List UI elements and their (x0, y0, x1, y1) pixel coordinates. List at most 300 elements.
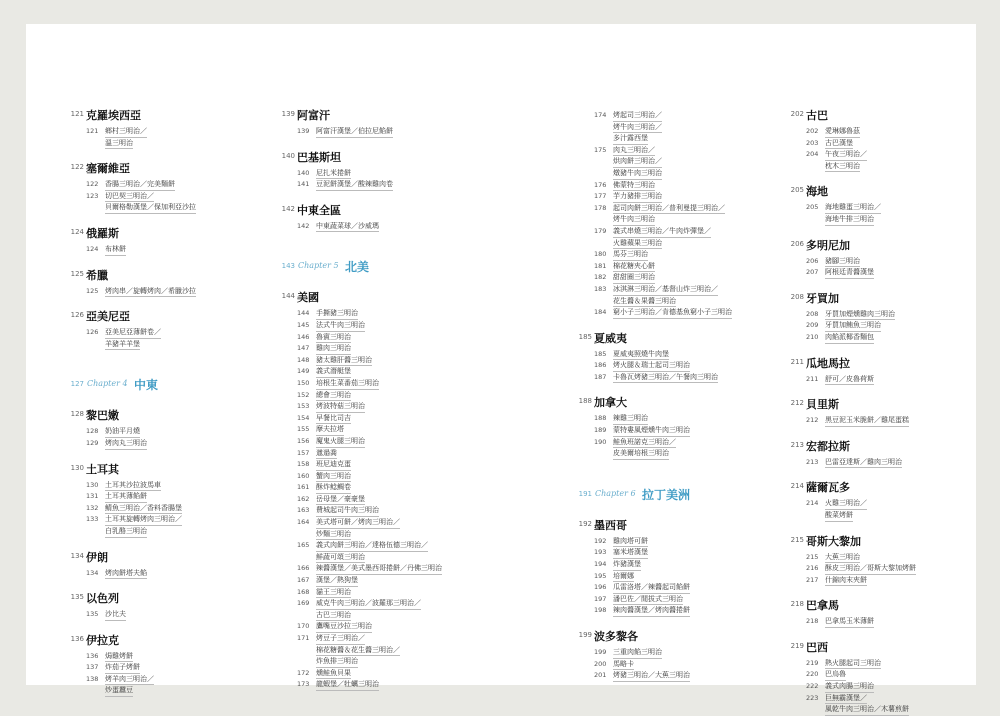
recipe-list (578, 647, 788, 682)
chapter-title-row (281, 258, 486, 274)
country-name: 加拿大 (594, 396, 627, 410)
recipe-item (790, 552, 1000, 564)
recipe-page-number: 205 (806, 203, 819, 212)
recipe-page-number: 133 (86, 515, 99, 524)
recipe-item (281, 366, 486, 378)
toc-entry (790, 597, 1000, 639)
recipe-list (790, 457, 1000, 469)
spacer (70, 538, 270, 549)
recipe-item (70, 480, 270, 492)
country-name: 薩爾瓦多 (806, 481, 850, 495)
country-page-number: 218 (790, 600, 804, 609)
recipe-item (790, 415, 1000, 427)
recipe-name: 枕木三明治 (825, 161, 860, 173)
toc-entry (790, 290, 1000, 355)
recipe-name: 阿富汗漢堡／伯拉尼餡餅 (316, 126, 393, 138)
spacer (281, 138, 486, 149)
recipe-page-number: 186 (594, 361, 607, 370)
recipe-name: 蟹肉三明治 (316, 471, 351, 483)
country-heading (790, 479, 1000, 495)
recipe-list (578, 413, 788, 459)
country-name: 塞爾維亞 (86, 162, 130, 176)
spacer (281, 191, 486, 202)
recipe-item (70, 662, 270, 674)
recipe-item (281, 575, 486, 587)
recipe-page-number: 219 (806, 658, 819, 667)
spacer (281, 274, 486, 289)
recipe-name: 烤肉串／旋轉烤肉／希臘沙拉 (105, 286, 196, 298)
recipe-page-number: 214 (806, 499, 819, 508)
recipe-name: 酥炸鯰鯛卷 (316, 482, 351, 494)
recipe-name: 酸菜烤餅 (825, 510, 853, 522)
toc-entry (578, 628, 788, 682)
recipe-name: 總會三明治 (316, 390, 351, 402)
recipe-name: 岳母堡／豪豪堡 (316, 494, 365, 506)
recipe-item (578, 594, 788, 606)
country-name: 多明尼加 (806, 238, 850, 252)
recipe-name: 馬略卡 (613, 659, 634, 671)
recipe-name: 烤肉餅塔夫餡 (105, 568, 147, 580)
recipe-item (70, 339, 270, 351)
recipe-page-number: 215 (806, 552, 819, 561)
recipe-name: 佛蒙特三明治 (613, 180, 655, 192)
recipe-name: 烤肉丸三明治 (105, 438, 147, 450)
country-name: 哥斯大黎加 (806, 534, 861, 548)
recipe-item (70, 438, 270, 450)
recipe-name: 火雞蘋果三明治 (613, 238, 662, 250)
recipe-page-number: 197 (594, 594, 607, 603)
country-heading (790, 290, 1000, 306)
spacer (70, 350, 270, 361)
recipe-item (790, 214, 1000, 226)
recipe-item (790, 457, 1000, 469)
spacer (790, 385, 1000, 396)
recipe-item (281, 552, 486, 564)
recipe-item (281, 656, 486, 668)
recipe-name: 熱火腿起司三明治 (825, 658, 881, 670)
recipe-name: 酥皮三明治／哥斯大黎加烤餅 (825, 563, 916, 575)
recipe-item (70, 685, 270, 697)
recipe-page-number: 222 (806, 682, 819, 691)
spacer (70, 621, 270, 632)
recipe-list (790, 202, 1000, 225)
recipe-name: 巴拿馬玉米薄餅 (825, 616, 874, 628)
country-page-number: 188 (578, 397, 592, 406)
recipe-page-number: 128 (86, 427, 99, 436)
recipe-name: 窮小子三明治／肯德基魚窮小子三明治 (613, 307, 732, 319)
recipe-name: 烤牛肉三明治／ (613, 122, 662, 134)
country-name: 美國 (297, 291, 319, 305)
recipe-item (281, 332, 486, 344)
country-page-number: 215 (790, 535, 804, 544)
chapter-page-number: 191 (578, 489, 592, 498)
spacer (70, 392, 270, 407)
recipe-page-number: 144 (297, 309, 310, 318)
recipe-item (790, 704, 1000, 716)
spacer (578, 617, 788, 628)
recipe-item (70, 286, 270, 298)
recipe-name: 切巴契三明治／ (105, 191, 154, 203)
recipe-name: 炒蛋蠶豆 (105, 685, 133, 697)
recipe-name: 魯賓三明治 (316, 332, 351, 344)
recipe-item (578, 425, 788, 437)
recipe-name: 手撕豬三明治 (316, 308, 358, 320)
recipe-name: 多汁露西堡 (613, 133, 648, 145)
recipe-name: 三重肉餡三明治 (613, 647, 662, 659)
recipe-item (281, 505, 486, 517)
country-heading (790, 237, 1000, 253)
country-name: 希臘 (86, 268, 108, 282)
country-name: 巴西 (806, 640, 828, 654)
recipe-name: 尼扎米捲餅 (316, 168, 351, 180)
recipe-name: 甜甜圈三明治 (613, 272, 655, 284)
recipe-item (578, 547, 788, 559)
recipe-name: 海地牛排三明治 (825, 214, 874, 226)
recipe-item (70, 609, 270, 621)
recipe-page-number: 163 (297, 506, 310, 515)
chapter-title-row (578, 486, 788, 502)
toc-entry (70, 160, 270, 225)
recipe-item (281, 126, 486, 138)
recipe-item (578, 272, 788, 284)
recipe-page-number: 187 (594, 372, 607, 381)
recipe-item (281, 179, 486, 191)
chapter-page-number: 143 (281, 262, 295, 271)
country-page-number: 139 (281, 110, 295, 118)
recipe-name: 雞肉三明治 (316, 343, 351, 355)
chapter-heading (578, 471, 788, 517)
toc-entry (281, 289, 486, 691)
recipe-page-number: 189 (594, 426, 607, 435)
toc-entry (70, 549, 270, 591)
recipe-item (281, 320, 486, 332)
country-name: 亞美尼亞 (86, 310, 130, 324)
recipe-page-number: 131 (86, 492, 99, 501)
toc-column-1 (70, 107, 270, 697)
recipe-name: 鯖魚三明治／香料香腸堡 (105, 503, 182, 515)
recipe-item (281, 633, 486, 645)
recipe-list (70, 179, 270, 214)
recipe-item (70, 426, 270, 438)
toc-entry (790, 438, 1000, 480)
recipe-item (578, 284, 788, 296)
recipe-page-number: 177 (594, 192, 607, 201)
recipe-page-number: 154 (297, 413, 310, 422)
recipe-list (790, 552, 1000, 587)
recipe-name: 摩夫拉塔 (316, 424, 344, 436)
recipe-name: 漢堡／熱狗堡 (316, 575, 358, 587)
recipe-page-number: 201 (594, 671, 607, 680)
recipe-item (790, 693, 1000, 705)
chapter-heading (281, 243, 486, 289)
country-name: 伊朗 (86, 550, 108, 564)
toc-entry (70, 308, 270, 361)
recipe-item (70, 244, 270, 256)
recipe-page-number: 147 (297, 344, 310, 353)
toc-entry (70, 590, 270, 632)
recipe-page-number: 124 (86, 244, 99, 253)
recipe-list (70, 244, 270, 256)
recipe-page-number: 169 (297, 599, 310, 608)
recipe-page-number: 210 (806, 332, 819, 341)
country-heading (281, 202, 486, 218)
recipe-name: 阿根廷青醬漢堡 (825, 267, 874, 279)
recipe-name: 美式塔可餅／烤肉三明治／ (316, 517, 400, 529)
toc-entry (70, 267, 270, 309)
country-name: 宏都拉斯 (806, 439, 850, 453)
recipe-item (578, 214, 788, 226)
country-heading (70, 632, 270, 648)
toc-entry (578, 394, 788, 470)
country-name: 巴基斯坦 (297, 150, 341, 164)
toc-column-3 (578, 107, 788, 682)
recipe-page-number: 200 (594, 659, 607, 668)
recipe-item (578, 670, 788, 682)
country-heading (790, 396, 1000, 412)
toc-entry (790, 396, 1000, 438)
recipe-name: 肉丸三明治／ (613, 145, 655, 157)
country-name: 瓜地馬拉 (806, 356, 850, 370)
recipe-page-number: 132 (86, 503, 99, 512)
country-heading (70, 549, 270, 565)
spacer (790, 172, 1000, 183)
recipe-page-number: 193 (594, 548, 607, 557)
toc-entry (70, 461, 270, 549)
recipe-name: 烤火腿＆瑞士起司三明治 (613, 360, 690, 372)
spacer (70, 361, 270, 376)
recipe-page-number: 182 (594, 273, 607, 282)
recipe-name: 豬腳三明治 (825, 256, 860, 268)
country-page-number: 192 (578, 519, 592, 528)
recipe-page-number: 179 (594, 226, 607, 235)
recipe-name: 燻鮭魚貝果 (316, 668, 351, 680)
spacer (70, 149, 270, 160)
country-name: 阿富汗 (297, 109, 330, 122)
recipe-item (578, 203, 788, 215)
toc-entry (790, 355, 1000, 397)
recipe-item (790, 332, 1000, 344)
spacer (281, 243, 486, 258)
recipe-item (578, 571, 788, 583)
recipe-name: 棉花糖醬＆花生醬三明治／ (316, 645, 400, 657)
recipe-name: 沙比夫 (105, 609, 126, 621)
spacer (790, 468, 1000, 479)
recipe-page-number: 171 (297, 634, 310, 642)
recipe-item (70, 179, 270, 191)
recipe-name: 羊豬羊羊堡 (105, 339, 140, 351)
recipe-name: 魔鬼火腿三明治 (316, 436, 365, 448)
toc-entry (70, 632, 270, 697)
recipe-item (281, 471, 486, 483)
recipe-item (281, 378, 486, 390)
recipe-item (281, 424, 486, 436)
chapter-name: 北美 (345, 260, 370, 275)
recipe-page-number: 198 (594, 606, 607, 615)
recipe-page-number: 121 (86, 127, 99, 135)
recipe-item (281, 482, 486, 494)
spacer (70, 450, 270, 461)
country-heading (578, 628, 788, 644)
recipe-page-number: 145 (297, 320, 310, 329)
recipe-page-number: 190 (594, 437, 607, 446)
country-heading (70, 107, 270, 123)
country-page-number: 128 (70, 410, 84, 419)
recipe-page-number: 212 (806, 416, 819, 425)
recipe-name: 古巴三明治 (316, 610, 351, 622)
recipe-item (790, 320, 1000, 332)
recipe-item (578, 536, 788, 548)
recipe-item (790, 510, 1000, 522)
recipe-item (281, 413, 486, 425)
country-heading (70, 160, 270, 176)
country-page-number: 205 (790, 186, 804, 195)
recipe-name: 烤羊肉三明治／ (105, 674, 154, 686)
recipe-name: 辣雞三明治 (613, 413, 648, 425)
country-heading (578, 517, 788, 533)
recipe-item (578, 647, 788, 659)
recipe-name: 貓王三明治 (316, 587, 351, 599)
country-page-number: 213 (790, 440, 804, 449)
recipe-item (70, 327, 270, 339)
country-page-number: 136 (70, 634, 84, 643)
toc-entry (790, 237, 1000, 290)
recipe-name: 芋力豬排三明治 (613, 191, 662, 203)
page (26, 24, 976, 714)
recipe-list (578, 110, 788, 319)
country-heading (70, 267, 270, 283)
recipe-page-number: 220 (806, 670, 819, 679)
recipe-page-number: 162 (297, 494, 310, 503)
country-page-number: 124 (70, 227, 84, 236)
recipe-name: 舒可／皮魯荷斯 (825, 374, 874, 386)
recipe-page-number: 148 (297, 355, 310, 364)
toc-entry (790, 107, 1000, 183)
recipe-page-number: 203 (806, 138, 819, 147)
recipe-page-number: 152 (297, 390, 310, 399)
recipe-item (578, 307, 788, 319)
recipe-list (790, 498, 1000, 521)
recipe-item (281, 587, 486, 599)
recipe-page-number: 149 (297, 367, 310, 376)
recipe-page-number: 181 (594, 261, 607, 270)
recipe-list (790, 309, 1000, 344)
country-page-number: 125 (70, 269, 84, 278)
recipe-page-number: 146 (297, 332, 310, 341)
recipe-name: 土耳其沙拉波馬車 (105, 480, 161, 492)
recipe-name: 炒麵三明治 (316, 529, 351, 541)
country-heading (790, 639, 1000, 655)
recipe-name: 法式牛肉三明治 (316, 320, 365, 332)
recipe-item (578, 261, 788, 273)
toc-entry (790, 479, 1000, 532)
country-page-number: 135 (70, 593, 84, 602)
country-heading (70, 461, 270, 477)
spacer (790, 427, 1000, 438)
recipe-page-number: 206 (806, 256, 819, 265)
country-heading (578, 330, 788, 346)
recipe-item (790, 681, 1000, 693)
recipe-page-number: 165 (297, 541, 310, 550)
recipe-name: 火雞三明治／ (825, 498, 867, 510)
country-name: 墨西哥 (594, 518, 627, 532)
country-name: 土耳其 (86, 462, 119, 476)
recipe-item (281, 494, 486, 506)
recipe-item (578, 372, 788, 384)
recipe-item (578, 238, 788, 250)
recipe-page-number: 199 (594, 648, 607, 656)
recipe-list (281, 168, 486, 191)
recipe-name: 義式串燒三明治／牛肉炸彈堡／ (613, 226, 711, 238)
recipe-name: 烤牛肉三明治 (613, 214, 655, 226)
recipe-list (790, 374, 1000, 386)
recipe-item (578, 133, 788, 145)
recipe-name: 邋遢喬 (316, 448, 337, 460)
recipe-item (790, 575, 1000, 587)
recipe-list (281, 126, 486, 138)
recipe-page-number: 196 (594, 583, 607, 592)
recipe-page-number: 218 (806, 617, 819, 626)
country-name: 貝里斯 (806, 398, 839, 412)
recipe-item (281, 390, 486, 402)
recipe-name: 風乾牛肉三明治／木薯煎餅 (825, 704, 909, 716)
chapter-page-number: 127 (70, 380, 84, 389)
recipe-page-number: 129 (86, 438, 99, 447)
recipe-name: 肉餡派椰香麵包 (825, 332, 874, 344)
country-heading (281, 289, 486, 305)
recipe-name: 大蕉三明治 (825, 552, 860, 564)
country-name: 以色列 (86, 592, 119, 606)
spacer (790, 586, 1000, 597)
country-name: 海地 (806, 185, 828, 199)
recipe-page-number: 157 (297, 448, 310, 457)
country-heading (70, 590, 270, 606)
recipe-page-number: 136 (86, 651, 99, 660)
country-page-number: 206 (790, 239, 804, 248)
recipe-item (70, 126, 270, 138)
recipe-item (790, 138, 1000, 150)
spacer (790, 279, 1000, 290)
recipe-name: 烘肉餅三明治／ (613, 156, 662, 168)
recipe-name: 中東蔬菜球／沙威瑪 (316, 221, 379, 233)
spacer (790, 344, 1000, 355)
recipe-page-number: 153 (297, 402, 310, 411)
recipe-name: 義式肉餅三明治／達格伍德三明治／ (316, 540, 428, 552)
recipe-name: 培根生菜番茄三明治 (316, 378, 379, 390)
recipe-item (70, 503, 270, 515)
recipe-item (790, 498, 1000, 510)
recipe-name: 黑豆泥玉米脆餅／雞尾蛋糕 (825, 415, 909, 427)
country-heading (281, 149, 486, 165)
recipe-page-number: 173 (297, 680, 310, 689)
recipe-list (70, 286, 270, 298)
recipe-item (70, 138, 270, 150)
recipe-name: 布林餅 (105, 244, 126, 256)
recipe-item (790, 563, 1000, 575)
recipe-name: 辣醬漢堡／美式墨西哥捲餅／丹佛三明治 (316, 563, 442, 575)
chapter-label: Chapter 4 (87, 379, 128, 389)
recipe-name: 炸茄子烤餅 (105, 662, 140, 674)
country-name: 伊拉克 (86, 633, 119, 647)
toc-entry (281, 149, 486, 202)
recipe-item (281, 401, 486, 413)
recipe-item (578, 180, 788, 192)
recipe-name: 午夜三明治／ (825, 149, 867, 161)
recipe-name: 古巴漢堡 (825, 138, 853, 150)
recipe-page-number: 217 (806, 575, 819, 584)
recipe-name: 早餐比司吉 (316, 413, 351, 425)
country-name: 古巴 (806, 109, 828, 122)
toc-entry (70, 107, 270, 160)
